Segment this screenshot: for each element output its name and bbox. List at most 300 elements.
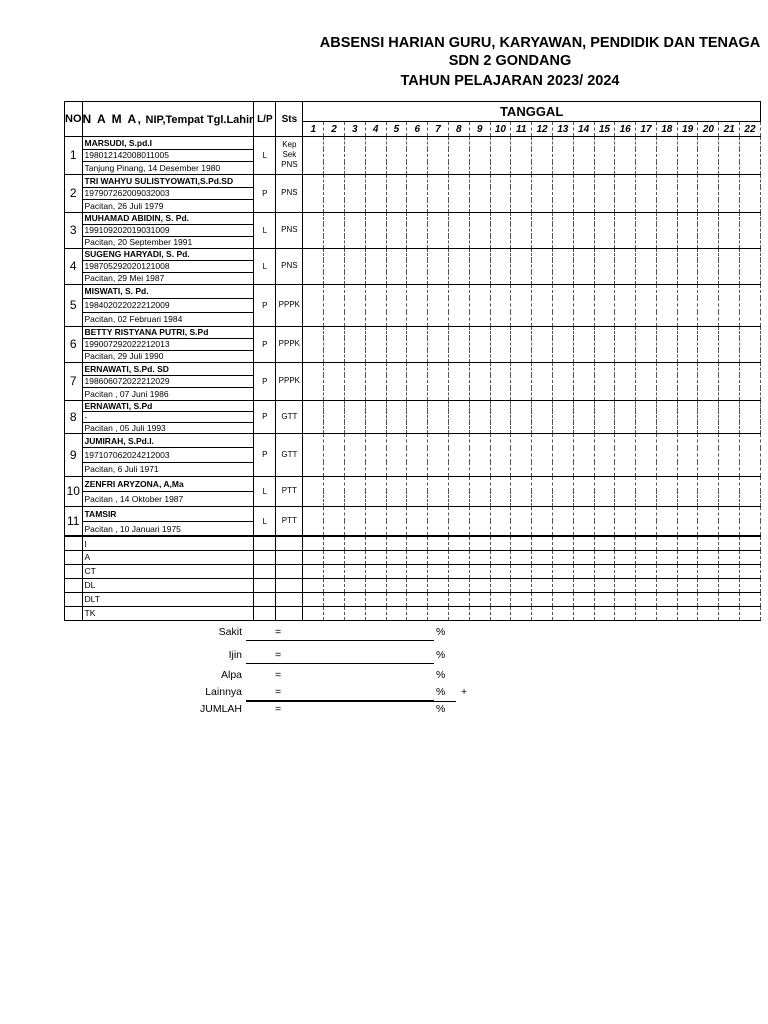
attendance-cell[interactable]: [636, 476, 657, 506]
attendance-cell[interactable]: [698, 433, 719, 476]
attendance-cell[interactable]: [448, 284, 469, 326]
attendance-cell[interactable]: [636, 174, 657, 212]
attendance-cell[interactable]: [677, 476, 698, 506]
attendance-cell[interactable]: [532, 506, 553, 536]
attendance-cell[interactable]: [656, 326, 677, 362]
legend-count-cell[interactable]: [490, 606, 511, 620]
attendance-cell[interactable]: [573, 400, 594, 433]
attendance-cell[interactable]: [677, 284, 698, 326]
legend-count-cell[interactable]: [698, 606, 719, 620]
attendance-cell[interactable]: [656, 212, 677, 248]
attendance-cell[interactable]: [365, 174, 386, 212]
legend-count-cell[interactable]: [469, 606, 490, 620]
attendance-cell[interactable]: [552, 400, 573, 433]
attendance-cell[interactable]: [428, 284, 449, 326]
attendance-cell[interactable]: [469, 212, 490, 248]
attendance-cell[interactable]: [303, 212, 324, 248]
legend-count-cell[interactable]: [490, 578, 511, 592]
legend-count-cell[interactable]: [636, 564, 657, 578]
legend-count-cell[interactable]: [656, 592, 677, 606]
legend-count-cell[interactable]: [428, 592, 449, 606]
attendance-cell[interactable]: [594, 362, 615, 400]
legend-count-cell[interactable]: [698, 578, 719, 592]
attendance-cell[interactable]: [344, 174, 365, 212]
legend-count-cell[interactable]: [552, 550, 573, 564]
attendance-cell[interactable]: [594, 212, 615, 248]
legend-count-cell[interactable]: [677, 550, 698, 564]
attendance-cell[interactable]: [344, 326, 365, 362]
legend-count-cell[interactable]: [615, 536, 636, 550]
attendance-cell[interactable]: [407, 284, 428, 326]
attendance-cell[interactable]: [303, 284, 324, 326]
attendance-cell[interactable]: [407, 212, 428, 248]
legend-count-cell[interactable]: [636, 536, 657, 550]
legend-count-cell[interactable]: [594, 592, 615, 606]
attendance-cell[interactable]: [324, 137, 345, 175]
legend-count-cell[interactable]: [573, 550, 594, 564]
legend-count-cell[interactable]: [448, 536, 469, 550]
legend-count-cell[interactable]: [428, 564, 449, 578]
attendance-cell[interactable]: [365, 137, 386, 175]
attendance-cell[interactable]: [698, 362, 719, 400]
attendance-cell[interactable]: [511, 212, 532, 248]
attendance-cell[interactable]: [615, 326, 636, 362]
attendance-cell[interactable]: [511, 506, 532, 536]
attendance-cell[interactable]: [719, 362, 740, 400]
legend-count-cell[interactable]: [511, 578, 532, 592]
attendance-cell[interactable]: [552, 174, 573, 212]
attendance-cell[interactable]: [469, 506, 490, 536]
attendance-cell[interactable]: [428, 400, 449, 433]
legend-count-cell[interactable]: [324, 550, 345, 564]
legend-count-cell[interactable]: [365, 564, 386, 578]
legend-count-cell[interactable]: [407, 536, 428, 550]
attendance-cell[interactable]: [428, 326, 449, 362]
attendance-cell[interactable]: [344, 506, 365, 536]
attendance-cell[interactable]: [324, 326, 345, 362]
attendance-cell[interactable]: [365, 212, 386, 248]
attendance-cell[interactable]: [511, 400, 532, 433]
attendance-cell[interactable]: [594, 174, 615, 212]
legend-count-cell[interactable]: [490, 564, 511, 578]
legend-count-cell[interactable]: [615, 578, 636, 592]
legend-count-cell[interactable]: [448, 606, 469, 620]
attendance-cell[interactable]: [365, 400, 386, 433]
legend-count-cell[interactable]: [324, 536, 345, 550]
attendance-cell[interactable]: [698, 248, 719, 284]
attendance-cell[interactable]: [615, 137, 636, 175]
attendance-cell[interactable]: [407, 248, 428, 284]
attendance-cell[interactable]: [448, 137, 469, 175]
attendance-cell[interactable]: [719, 212, 740, 248]
attendance-cell[interactable]: [407, 506, 428, 536]
attendance-cell[interactable]: [656, 174, 677, 212]
attendance-cell[interactable]: [698, 326, 719, 362]
legend-count-cell[interactable]: [324, 564, 345, 578]
legend-count-cell[interactable]: [303, 550, 324, 564]
legend-count-cell[interactable]: [511, 536, 532, 550]
attendance-cell[interactable]: [552, 284, 573, 326]
attendance-cell[interactable]: [656, 433, 677, 476]
attendance-cell[interactable]: [698, 284, 719, 326]
attendance-cell[interactable]: [698, 174, 719, 212]
legend-count-cell[interactable]: [448, 550, 469, 564]
legend-count-cell[interactable]: [365, 592, 386, 606]
attendance-cell[interactable]: [636, 212, 657, 248]
attendance-cell[interactable]: [303, 248, 324, 284]
attendance-cell[interactable]: [552, 137, 573, 175]
attendance-cell[interactable]: [740, 212, 761, 248]
legend-count-cell[interactable]: [552, 578, 573, 592]
attendance-cell[interactable]: [469, 174, 490, 212]
attendance-cell[interactable]: [677, 137, 698, 175]
legend-count-cell[interactable]: [386, 578, 407, 592]
legend-count-cell[interactable]: [740, 536, 761, 550]
legend-count-cell[interactable]: [428, 550, 449, 564]
attendance-cell[interactable]: [532, 174, 553, 212]
attendance-cell[interactable]: [448, 476, 469, 506]
legend-count-cell[interactable]: [594, 550, 615, 564]
legend-count-cell[interactable]: [615, 550, 636, 564]
attendance-cell[interactable]: [656, 137, 677, 175]
legend-count-cell[interactable]: [636, 606, 657, 620]
legend-count-cell[interactable]: [552, 592, 573, 606]
attendance-cell[interactable]: [448, 506, 469, 536]
attendance-cell[interactable]: [469, 284, 490, 326]
attendance-cell[interactable]: [344, 284, 365, 326]
attendance-cell[interactable]: [490, 326, 511, 362]
attendance-cell[interactable]: [303, 476, 324, 506]
attendance-cell[interactable]: [532, 326, 553, 362]
legend-count-cell[interactable]: [573, 578, 594, 592]
legend-count-cell[interactable]: [448, 592, 469, 606]
legend-count-cell[interactable]: [386, 550, 407, 564]
legend-count-cell[interactable]: [490, 550, 511, 564]
attendance-cell[interactable]: [324, 174, 345, 212]
attendance-cell[interactable]: [407, 326, 428, 362]
attendance-cell[interactable]: [490, 362, 511, 400]
attendance-cell[interactable]: [428, 362, 449, 400]
attendance-cell[interactable]: [636, 400, 657, 433]
attendance-cell[interactable]: [303, 362, 324, 400]
attendance-cell[interactable]: [365, 326, 386, 362]
legend-count-cell[interactable]: [407, 606, 428, 620]
legend-count-cell[interactable]: [490, 536, 511, 550]
attendance-cell[interactable]: [365, 284, 386, 326]
legend-count-cell[interactable]: [552, 564, 573, 578]
attendance-cell[interactable]: [303, 174, 324, 212]
attendance-cell[interactable]: [573, 137, 594, 175]
attendance-cell[interactable]: [636, 284, 657, 326]
legend-count-cell[interactable]: [719, 564, 740, 578]
attendance-cell[interactable]: [448, 400, 469, 433]
attendance-cell[interactable]: [428, 174, 449, 212]
attendance-cell[interactable]: [552, 326, 573, 362]
attendance-cell[interactable]: [386, 137, 407, 175]
legend-count-cell[interactable]: [573, 536, 594, 550]
legend-count-cell[interactable]: [324, 606, 345, 620]
attendance-cell[interactable]: [594, 506, 615, 536]
attendance-cell[interactable]: [573, 362, 594, 400]
legend-count-cell[interactable]: [303, 578, 324, 592]
attendance-cell[interactable]: [386, 284, 407, 326]
attendance-cell[interactable]: [719, 248, 740, 284]
attendance-cell[interactable]: [386, 174, 407, 212]
attendance-cell[interactable]: [469, 248, 490, 284]
attendance-cell[interactable]: [740, 400, 761, 433]
attendance-cell[interactable]: [677, 506, 698, 536]
legend-count-cell[interactable]: [719, 592, 740, 606]
attendance-cell[interactable]: [303, 506, 324, 536]
legend-count-cell[interactable]: [719, 578, 740, 592]
attendance-cell[interactable]: [469, 362, 490, 400]
attendance-cell[interactable]: [656, 476, 677, 506]
attendance-cell[interactable]: [552, 506, 573, 536]
legend-count-cell[interactable]: [344, 578, 365, 592]
attendance-cell[interactable]: [324, 362, 345, 400]
attendance-cell[interactable]: [448, 362, 469, 400]
attendance-cell[interactable]: [636, 326, 657, 362]
attendance-cell[interactable]: [615, 248, 636, 284]
attendance-cell[interactable]: [407, 400, 428, 433]
attendance-cell[interactable]: [594, 433, 615, 476]
attendance-cell[interactable]: [698, 400, 719, 433]
attendance-cell[interactable]: [303, 400, 324, 433]
attendance-cell[interactable]: [656, 248, 677, 284]
legend-count-cell[interactable]: [698, 592, 719, 606]
attendance-cell[interactable]: [303, 137, 324, 175]
attendance-cell[interactable]: [719, 400, 740, 433]
attendance-cell[interactable]: [719, 476, 740, 506]
legend-count-cell[interactable]: [386, 606, 407, 620]
legend-count-cell[interactable]: [636, 550, 657, 564]
legend-count-cell[interactable]: [469, 564, 490, 578]
legend-count-cell[interactable]: [636, 578, 657, 592]
legend-count-cell[interactable]: [677, 564, 698, 578]
attendance-cell[interactable]: [511, 174, 532, 212]
attendance-cell[interactable]: [448, 248, 469, 284]
attendance-cell[interactable]: [386, 362, 407, 400]
legend-count-cell[interactable]: [532, 592, 553, 606]
attendance-cell[interactable]: [552, 433, 573, 476]
attendance-cell[interactable]: [740, 433, 761, 476]
legend-count-cell[interactable]: [469, 592, 490, 606]
attendance-cell[interactable]: [636, 506, 657, 536]
attendance-cell[interactable]: [532, 433, 553, 476]
legend-count-cell[interactable]: [469, 550, 490, 564]
legend-count-cell[interactable]: [303, 564, 324, 578]
legend-count-cell[interactable]: [636, 592, 657, 606]
attendance-cell[interactable]: [740, 326, 761, 362]
attendance-cell[interactable]: [344, 433, 365, 476]
attendance-cell[interactable]: [386, 476, 407, 506]
legend-count-cell[interactable]: [573, 592, 594, 606]
legend-count-cell[interactable]: [365, 550, 386, 564]
legend-count-cell[interactable]: [532, 536, 553, 550]
attendance-cell[interactable]: [573, 433, 594, 476]
legend-count-cell[interactable]: [469, 536, 490, 550]
attendance-cell[interactable]: [594, 326, 615, 362]
attendance-cell[interactable]: [490, 284, 511, 326]
attendance-cell[interactable]: [719, 284, 740, 326]
attendance-cell[interactable]: [719, 174, 740, 212]
attendance-cell[interactable]: [615, 400, 636, 433]
attendance-cell[interactable]: [469, 137, 490, 175]
legend-count-cell[interactable]: [365, 578, 386, 592]
legend-count-cell[interactable]: [740, 564, 761, 578]
attendance-cell[interactable]: [490, 248, 511, 284]
attendance-cell[interactable]: [719, 433, 740, 476]
attendance-cell[interactable]: [532, 362, 553, 400]
attendance-cell[interactable]: [448, 174, 469, 212]
legend-count-cell[interactable]: [677, 592, 698, 606]
legend-count-cell[interactable]: [324, 578, 345, 592]
attendance-cell[interactable]: [594, 476, 615, 506]
legend-count-cell[interactable]: [532, 564, 553, 578]
attendance-cell[interactable]: [677, 212, 698, 248]
attendance-cell[interactable]: [740, 506, 761, 536]
legend-count-cell[interactable]: [511, 592, 532, 606]
attendance-cell[interactable]: [615, 476, 636, 506]
attendance-cell[interactable]: [344, 248, 365, 284]
attendance-cell[interactable]: [740, 248, 761, 284]
attendance-cell[interactable]: [448, 212, 469, 248]
attendance-cell[interactable]: [615, 212, 636, 248]
legend-count-cell[interactable]: [448, 578, 469, 592]
attendance-cell[interactable]: [386, 433, 407, 476]
attendance-cell[interactable]: [386, 212, 407, 248]
legend-count-cell[interactable]: [615, 606, 636, 620]
attendance-cell[interactable]: [469, 433, 490, 476]
attendance-cell[interactable]: [324, 506, 345, 536]
legend-count-cell[interactable]: [386, 592, 407, 606]
legend-count-cell[interactable]: [552, 536, 573, 550]
legend-count-cell[interactable]: [740, 578, 761, 592]
attendance-cell[interactable]: [428, 476, 449, 506]
attendance-cell[interactable]: [532, 248, 553, 284]
attendance-cell[interactable]: [677, 362, 698, 400]
attendance-cell[interactable]: [469, 326, 490, 362]
attendance-cell[interactable]: [698, 137, 719, 175]
attendance-cell[interactable]: [365, 248, 386, 284]
attendance-cell[interactable]: [677, 248, 698, 284]
legend-count-cell[interactable]: [407, 550, 428, 564]
attendance-cell[interactable]: [656, 506, 677, 536]
attendance-cell[interactable]: [719, 326, 740, 362]
attendance-cell[interactable]: [615, 362, 636, 400]
attendance-cell[interactable]: [469, 476, 490, 506]
attendance-cell[interactable]: [448, 326, 469, 362]
attendance-cell[interactable]: [428, 248, 449, 284]
attendance-cell[interactable]: [490, 506, 511, 536]
legend-count-cell[interactable]: [532, 578, 553, 592]
legend-count-cell[interactable]: [552, 606, 573, 620]
attendance-cell[interactable]: [719, 506, 740, 536]
attendance-cell[interactable]: [740, 476, 761, 506]
attendance-cell[interactable]: [573, 174, 594, 212]
attendance-cell[interactable]: [386, 326, 407, 362]
attendance-cell[interactable]: [698, 506, 719, 536]
attendance-cell[interactable]: [656, 284, 677, 326]
legend-count-cell[interactable]: [677, 578, 698, 592]
legend-count-cell[interactable]: [719, 606, 740, 620]
attendance-cell[interactable]: [324, 248, 345, 284]
legend-count-cell[interactable]: [428, 578, 449, 592]
legend-count-cell[interactable]: [365, 606, 386, 620]
attendance-cell[interactable]: [407, 433, 428, 476]
legend-count-cell[interactable]: [344, 606, 365, 620]
attendance-cell[interactable]: [636, 433, 657, 476]
legend-count-cell[interactable]: [469, 578, 490, 592]
attendance-cell[interactable]: [428, 506, 449, 536]
legend-count-cell[interactable]: [365, 536, 386, 550]
attendance-cell[interactable]: [344, 362, 365, 400]
attendance-cell[interactable]: [490, 137, 511, 175]
attendance-cell[interactable]: [594, 137, 615, 175]
attendance-cell[interactable]: [552, 476, 573, 506]
attendance-cell[interactable]: [324, 212, 345, 248]
legend-count-cell[interactable]: [490, 592, 511, 606]
attendance-cell[interactable]: [511, 284, 532, 326]
attendance-cell[interactable]: [365, 506, 386, 536]
attendance-cell[interactable]: [490, 400, 511, 433]
legend-count-cell[interactable]: [594, 578, 615, 592]
legend-count-cell[interactable]: [740, 606, 761, 620]
attendance-cell[interactable]: [428, 433, 449, 476]
attendance-cell[interactable]: [324, 476, 345, 506]
attendance-cell[interactable]: [615, 433, 636, 476]
legend-count-cell[interactable]: [615, 564, 636, 578]
attendance-cell[interactable]: [344, 476, 365, 506]
legend-count-cell[interactable]: [407, 578, 428, 592]
attendance-cell[interactable]: [677, 174, 698, 212]
attendance-cell[interactable]: [511, 248, 532, 284]
attendance-cell[interactable]: [490, 433, 511, 476]
legend-count-cell[interactable]: [594, 564, 615, 578]
legend-count-cell[interactable]: [344, 592, 365, 606]
attendance-cell[interactable]: [615, 174, 636, 212]
legend-count-cell[interactable]: [573, 564, 594, 578]
attendance-cell[interactable]: [677, 326, 698, 362]
legend-count-cell[interactable]: [303, 592, 324, 606]
legend-count-cell[interactable]: [677, 606, 698, 620]
attendance-cell[interactable]: [386, 400, 407, 433]
attendance-cell[interactable]: [511, 433, 532, 476]
attendance-cell[interactable]: [324, 400, 345, 433]
attendance-cell[interactable]: [344, 400, 365, 433]
attendance-cell[interactable]: [552, 362, 573, 400]
attendance-cell[interactable]: [636, 248, 657, 284]
legend-count-cell[interactable]: [324, 592, 345, 606]
attendance-cell[interactable]: [636, 137, 657, 175]
legend-count-cell[interactable]: [740, 592, 761, 606]
legend-count-cell[interactable]: [532, 550, 553, 564]
legend-count-cell[interactable]: [698, 536, 719, 550]
attendance-cell[interactable]: [615, 284, 636, 326]
attendance-cell[interactable]: [532, 284, 553, 326]
legend-count-cell[interactable]: [386, 564, 407, 578]
attendance-cell[interactable]: [407, 362, 428, 400]
attendance-cell[interactable]: [448, 433, 469, 476]
attendance-cell[interactable]: [303, 326, 324, 362]
legend-count-cell[interactable]: [511, 564, 532, 578]
legend-count-cell[interactable]: [677, 536, 698, 550]
attendance-cell[interactable]: [552, 212, 573, 248]
legend-count-cell[interactable]: [511, 550, 532, 564]
attendance-cell[interactable]: [365, 433, 386, 476]
attendance-cell[interactable]: [407, 174, 428, 212]
attendance-cell[interactable]: [324, 433, 345, 476]
